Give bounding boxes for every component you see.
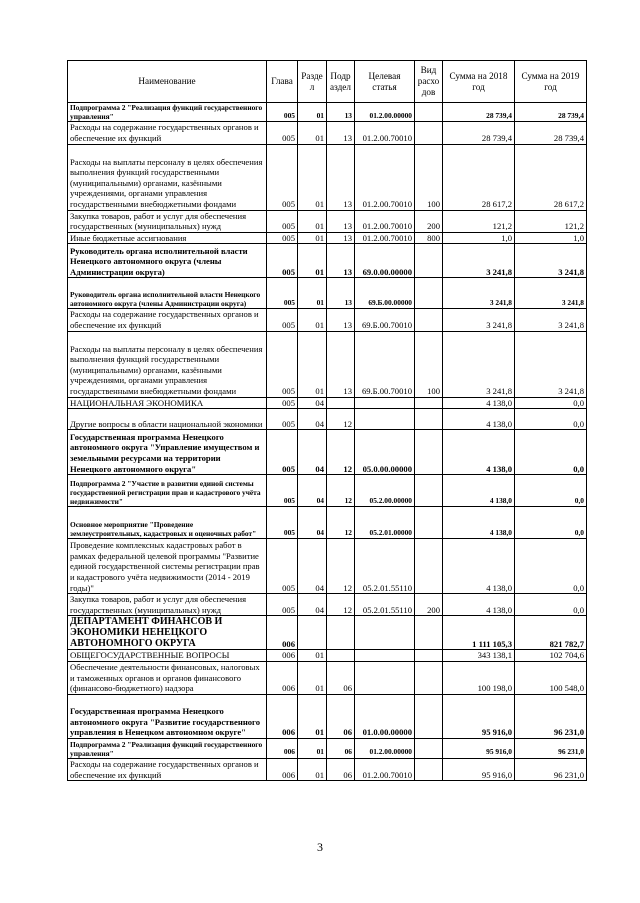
cell-vid — [415, 694, 443, 738]
cell-razdel: 01 — [298, 122, 327, 144]
cell-glava: 006 — [267, 738, 298, 758]
cell-name: Другие вопросы в области национальной экономики — [68, 409, 267, 430]
cell-name: Подпрограмма 2 "Реализация функций государственного управления" — [68, 103, 267, 122]
cell-target: 01.2.00.70010 — [355, 144, 415, 210]
cell-name: Руководитель органа исполнительной власти Ненецкого автономного округа (члены Администрации округа) — [68, 244, 267, 278]
cell-glava: 005 — [267, 594, 298, 616]
table-row — [68, 331, 587, 397]
cell-name: Расходы на выплаты персоналу в целях обеспечения выполнения функций государственными (муниципальными) органами, казёнными учреждениями, органами управления государственными внебюджетными фондами — [68, 144, 267, 210]
cell-target: 05.2.01.55110 — [355, 594, 415, 616]
cell-name: Расходы на содержание государственных органов и обеспечение их функций — [68, 309, 267, 331]
cell-razdel: 01 — [298, 758, 327, 780]
cell-razdel: 01 — [298, 103, 327, 122]
cell-vid — [415, 738, 443, 758]
cell-sum2019: 28 739,4 — [515, 103, 587, 122]
table-body — [68, 103, 587, 781]
cell-target: 69.0.00.00000 — [355, 244, 415, 278]
cell-podrazdel: 12 — [327, 409, 355, 430]
cell-sum2019: 0,0 — [515, 594, 587, 616]
cell-podrazdel: 12 — [327, 507, 355, 539]
cell-sum2018: 4 138,0 — [443, 397, 515, 409]
cell-name: Иные бюджетные ассигнования — [68, 232, 267, 244]
cell-razdel: 04 — [298, 397, 327, 409]
cell-sum2018: 100 198,0 — [443, 661, 515, 694]
cell-podrazdel: 13 — [327, 309, 355, 331]
cell-podrazdel — [327, 616, 355, 650]
header-podrazdel: Подр аздел — [327, 61, 355, 103]
cell-glava: 005 — [267, 507, 298, 539]
cell-sum2019: 1,0 — [515, 232, 587, 244]
cell-sum2018: 28 739,4 — [443, 122, 515, 144]
cell-name: Расходы на содержание государственных органов и обеспечение их функций — [68, 122, 267, 144]
cell-razdel: 04 — [298, 475, 327, 507]
cell-sum2018: 121,2 — [443, 210, 515, 232]
cell-podrazdel: 13 — [327, 103, 355, 122]
cell-podrazdel: 12 — [327, 430, 355, 475]
cell-target: 05.0.00.00000 — [355, 430, 415, 475]
cell-sum2019: 3 241,8 — [515, 309, 587, 331]
cell-razdel — [298, 616, 327, 650]
cell-podrazdel: 13 — [327, 244, 355, 278]
cell-razdel: 04 — [298, 539, 327, 594]
cell-razdel: 01 — [298, 144, 327, 210]
cell-sum2018: 28 617,2 — [443, 144, 515, 210]
cell-vid — [415, 122, 443, 144]
cell-vid: 200 — [415, 594, 443, 616]
cell-sum2018: 95 916,0 — [443, 738, 515, 758]
cell-name: Проведение комплексных кадастровых работ в рамках федеральной целевой программы "Развитие единой государственной системы регистрации прав и кадастрового учёта недвижимости (2014 - 2019 годы)" — [68, 539, 267, 594]
cell-vid — [415, 650, 443, 662]
cell-sum2018: 1,0 — [443, 232, 515, 244]
cell-glava: 005 — [267, 103, 298, 122]
cell-glava: 005 — [267, 210, 298, 232]
cell-podrazdel: 13 — [327, 122, 355, 144]
cell-target: 05.2.00.00000 — [355, 475, 415, 507]
cell-podrazdel: 06 — [327, 694, 355, 738]
cell-sum2019: 100 548,0 — [515, 661, 587, 694]
cell-target: 05.2.01.00000 — [355, 507, 415, 539]
cell-target: 01.0.00.00000 — [355, 694, 415, 738]
cell-sum2018: 4 138,0 — [443, 539, 515, 594]
table-row — [68, 507, 587, 539]
cell-target: 69.Б.00.70010 — [355, 309, 415, 331]
cell-sum2018: 95 916,0 — [443, 758, 515, 780]
cell-sum2018: 95 916,0 — [443, 694, 515, 738]
cell-target: 69.Б.00.70010 — [355, 331, 415, 397]
cell-sum2019: 0,0 — [515, 409, 587, 430]
cell-name: ДЕПАРТАМЕНТ ФИНАНСОВ И ЭКОНОМИКИ НЕНЕЦКОГО АВТОНОМНОГО ОКРУГА — [68, 616, 267, 650]
cell-glava: 006 — [267, 650, 298, 662]
cell-vid — [415, 103, 443, 122]
cell-podrazdel: 13 — [327, 331, 355, 397]
cell-sum2018: 343 138,1 — [443, 650, 515, 662]
table-row — [68, 475, 587, 507]
cell-glava: 005 — [267, 331, 298, 397]
table-row — [68, 122, 587, 144]
page-number: 3 — [317, 840, 323, 854]
cell-vid — [415, 661, 443, 694]
cell-sum2018: 4 138,0 — [443, 507, 515, 539]
cell-razdel: 04 — [298, 507, 327, 539]
cell-razdel: 01 — [298, 309, 327, 331]
cell-razdel: 01 — [298, 738, 327, 758]
cell-vid: 800 — [415, 232, 443, 244]
cell-glava: 005 — [267, 144, 298, 210]
cell-sum2018: 4 138,0 — [443, 409, 515, 430]
cell-glava: 006 — [267, 694, 298, 738]
cell-name: Подпрограмма 2 "Реализация функций государственного управления" — [68, 738, 267, 758]
cell-podrazdel: 13 — [327, 144, 355, 210]
header-sum2018: Сумма на 2018 год — [443, 61, 515, 103]
cell-vid — [415, 507, 443, 539]
cell-glava: 006 — [267, 616, 298, 650]
cell-vid — [415, 244, 443, 278]
table-row — [68, 430, 587, 475]
cell-name: Основное мероприятие "Проведение землеустроительных, кадастровых и оценочных работ" — [68, 507, 267, 539]
cell-target: 01.2.00.70010 — [355, 122, 415, 144]
cell-sum2019: 0,0 — [515, 507, 587, 539]
cell-vid — [415, 758, 443, 780]
cell-sum2019: 0,0 — [515, 397, 587, 409]
cell-sum2018: 3 241,8 — [443, 244, 515, 278]
cell-sum2019: 821 782,7 — [515, 616, 587, 650]
cell-podrazdel: 13 — [327, 232, 355, 244]
cell-name: ОБЩЕГОСУДАРСТВЕННЫЕ ВОПРОСЫ — [68, 650, 267, 662]
cell-razdel: 01 — [298, 278, 327, 309]
cell-podrazdel: 06 — [327, 758, 355, 780]
cell-vid: 100 — [415, 144, 443, 210]
table-row — [68, 650, 587, 662]
cell-target: 01.2.00.00000 — [355, 738, 415, 758]
cell-vid — [415, 278, 443, 309]
cell-podrazdel: 12 — [327, 539, 355, 594]
cell-vid — [415, 475, 443, 507]
cell-razdel: 01 — [298, 650, 327, 662]
cell-glava: 005 — [267, 430, 298, 475]
cell-podrazdel: 06 — [327, 661, 355, 694]
budget-table — [67, 60, 587, 781]
cell-target: 01.2.00.00000 — [355, 103, 415, 122]
cell-sum2019: 3 241,8 — [515, 278, 587, 309]
cell-podrazdel: 12 — [327, 475, 355, 507]
cell-name: Обеспечение деятельности финансовых, налоговых и таможенных органов и органов финансового (финансово-бюджетного) надзора — [68, 661, 267, 694]
cell-razdel: 01 — [298, 331, 327, 397]
cell-glava: 005 — [267, 475, 298, 507]
cell-sum2018: 3 241,8 — [443, 278, 515, 309]
cell-sum2018: 3 241,8 — [443, 309, 515, 331]
table-row — [68, 539, 587, 594]
cell-sum2019: 96 231,0 — [515, 694, 587, 738]
cell-sum2018: 28 739,4 — [443, 103, 515, 122]
cell-sum2019: 28 617,2 — [515, 144, 587, 210]
cell-sum2019: 0,0 — [515, 430, 587, 475]
cell-glava: 006 — [267, 758, 298, 780]
cell-razdel: 04 — [298, 594, 327, 616]
cell-sum2019: 3 241,8 — [515, 331, 587, 397]
cell-vid — [415, 430, 443, 475]
cell-vid: 100 — [415, 331, 443, 397]
cell-target — [355, 409, 415, 430]
table-row — [68, 144, 587, 210]
cell-sum2019: 96 231,0 — [515, 738, 587, 758]
cell-vid — [415, 616, 443, 650]
table-row — [68, 397, 587, 409]
cell-sum2018: 4 138,0 — [443, 475, 515, 507]
cell-razdel: 01 — [298, 661, 327, 694]
header-glava: Глава — [267, 61, 298, 103]
cell-glava: 005 — [267, 397, 298, 409]
cell-vid — [415, 309, 443, 331]
cell-target: 05.2.01.55110 — [355, 539, 415, 594]
cell-podrazdel: 12 — [327, 594, 355, 616]
cell-razdel: 04 — [298, 409, 327, 430]
cell-name: Закупка товаров, работ и услуг для обеспечения государственных (муниципальных) нужд — [68, 594, 267, 616]
table-row — [68, 309, 587, 331]
cell-target — [355, 397, 415, 409]
table-row — [68, 278, 587, 309]
header-name: Наименование — [68, 61, 267, 103]
cell-podrazdel — [327, 397, 355, 409]
cell-name: Подпрограмма 2 "Участие в развитии единой системы государственной регистрации прав и кадастрового учёта недвижимости" — [68, 475, 267, 507]
cell-name: Государственная программа Ненецкого автономного округа "Развитие государственного управления в Ненецком автономном округе" — [68, 694, 267, 738]
cell-razdel: 01 — [298, 244, 327, 278]
cell-razdel: 01 — [298, 232, 327, 244]
cell-glava: 005 — [267, 122, 298, 144]
cell-name: Государственная программа Ненецкого автономного округа "Управление имуществом и земельными ресурсами на территории Ненецкого автономного округа" — [68, 430, 267, 475]
header-row — [68, 61, 587, 103]
cell-sum2018: 3 241,8 — [443, 331, 515, 397]
cell-sum2019: 121,2 — [515, 210, 587, 232]
table-row — [68, 661, 587, 694]
cell-sum2019: 96 231,0 — [515, 758, 587, 780]
cell-podrazdel: 06 — [327, 738, 355, 758]
cell-podrazdel: 13 — [327, 210, 355, 232]
cell-vid: 200 — [415, 210, 443, 232]
cell-target: 01.2.00.70010 — [355, 232, 415, 244]
cell-vid — [415, 409, 443, 430]
table-row — [68, 244, 587, 278]
table-row — [68, 594, 587, 616]
cell-sum2019: 102 704,6 — [515, 650, 587, 662]
cell-target — [355, 616, 415, 650]
cell-target — [355, 661, 415, 694]
table-row — [68, 103, 587, 122]
cell-glava: 005 — [267, 278, 298, 309]
cell-glava: 005 — [267, 309, 298, 331]
cell-target — [355, 650, 415, 662]
cell-target: 01.2.00.70010 — [355, 758, 415, 780]
header-sum2019: Сумма на 2019 год — [515, 61, 587, 103]
cell-target: 01.2.00.70010 — [355, 210, 415, 232]
header-razdel: Разде л — [298, 61, 327, 103]
header-vid: Вид расхо дов — [415, 61, 443, 103]
table-row — [68, 210, 587, 232]
cell-name: НАЦИОНАЛЬНАЯ ЭКОНОМИКА — [68, 397, 267, 409]
cell-glava: 005 — [267, 244, 298, 278]
table-row — [68, 758, 587, 780]
table-row — [68, 694, 587, 738]
cell-sum2018: 4 138,0 — [443, 594, 515, 616]
cell-vid — [415, 539, 443, 594]
table-row — [68, 232, 587, 244]
cell-name: Расходы на выплаты персоналу в целях обеспечения выполнения функций государственными (муниципальными) органами, казёнными учреждениями, органами управления государственными внебюджетными фондами — [68, 331, 267, 397]
cell-sum2018: 4 138,0 — [443, 430, 515, 475]
cell-name: Расходы на содержание государственных органов и обеспечение их функций — [68, 758, 267, 780]
cell-name: Руководитель органа исполнительной власти Ненецкого автономного округа (члены Администрации округа) — [68, 278, 267, 309]
table-row — [68, 738, 587, 758]
table-row — [68, 409, 587, 430]
cell-glava: 006 — [267, 661, 298, 694]
cell-vid — [415, 397, 443, 409]
cell-glava: 005 — [267, 539, 298, 594]
cell-sum2019: 28 739,4 — [515, 122, 587, 144]
cell-razdel: 01 — [298, 210, 327, 232]
cell-target: 69.Б.00.00000 — [355, 278, 415, 309]
cell-glava: 005 — [267, 232, 298, 244]
cell-name: Закупка товаров, работ и услуг для обеспечения государственных (муниципальных) нужд — [68, 210, 267, 232]
cell-sum2019: 0,0 — [515, 539, 587, 594]
cell-sum2019: 3 241,8 — [515, 244, 587, 278]
cell-razdel: 01 — [298, 694, 327, 738]
table-row — [68, 616, 587, 650]
cell-razdel: 04 — [298, 430, 327, 475]
cell-glava: 005 — [267, 409, 298, 430]
cell-sum2019: 0,0 — [515, 475, 587, 507]
cell-podrazdel: 13 — [327, 278, 355, 309]
header-target: Целевая статья — [355, 61, 415, 103]
cell-sum2018: 1 111 105,3 — [443, 616, 515, 650]
cell-podrazdel — [327, 650, 355, 662]
